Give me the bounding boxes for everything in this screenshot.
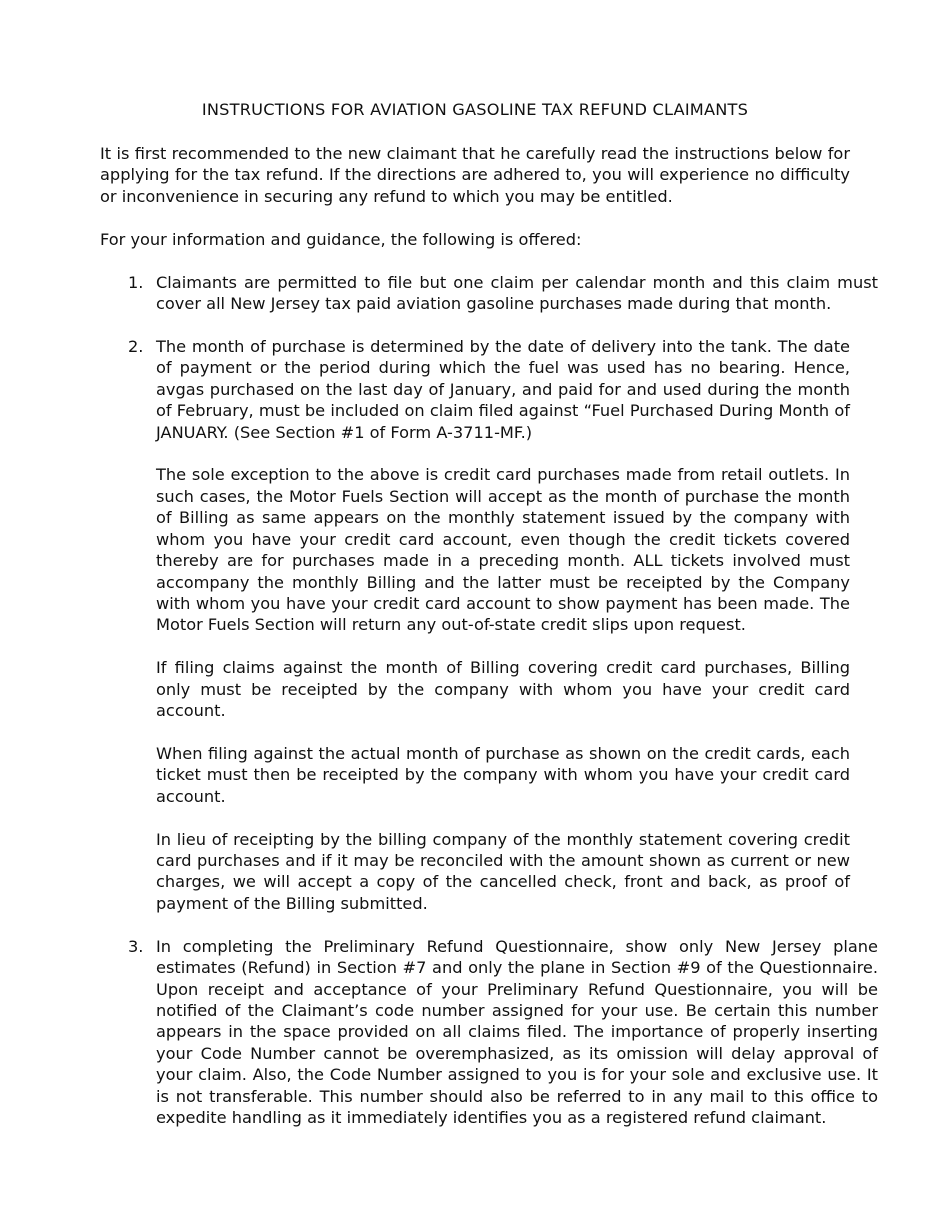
list-item-number: 3. bbox=[128, 936, 144, 956]
list-item bbox=[100, 336, 879, 914]
guidance-paragraph: For your information and guidance, the following is offered: bbox=[100, 229, 582, 249]
list-item-paragraph: If filing claims against the month of Billing covering credit card purchases, Billing only must be receipted by the company with whom you have your credit card account. bbox=[156, 658, 850, 721]
list-item bbox=[100, 936, 879, 1129]
list-item bbox=[100, 272, 879, 315]
document-body bbox=[100, 143, 878, 1150]
document-title: INSTRUCTIONS FOR AVIATION GASOLINE TAX REFUND CLAIMANTS bbox=[201, 100, 749, 119]
list-item-paragraph: In completing the Preliminary Refund Questionnaire, show only New Jersey plane estimates (Refund) in Section #7 and only the plane in Section #9 of the Questionnaire. Upon receipt and acceptance of your Preliminary Refund Questionnaire, you will be notified of the Claimant’s code number assigned for your use. Be certain this number appears in the space provided on all claims filed. The importance of properly inserting your Code Number cannot be overemphasized, as its omission will delay approval of your claim. Also, the Code Number assigned to you is for your sole and exclusive use. It is not transferable. This number should also be referred to in any mail to this office to expedite handling as it immediately identifies you as a registered refund claimant. bbox=[156, 936, 878, 1128]
list-item-paragraph: The month of purchase is determined by the date of delivery into the tank. The date of payment or the period during which the fuel was used has no bearing. Hence, avgas purchased on the last day of January, and paid for and used during the month of February, must be included on claim filed against “Fuel Purchased During Month of JANUARY. (See Section #1 of Form A-3711-MF.) bbox=[156, 336, 850, 442]
list-item-number: 2. bbox=[128, 336, 144, 356]
list-item-number: 1. bbox=[128, 272, 144, 292]
intro-paragraph: It is first recommended to the new claimant that he carefully read the instructions below for applying for the tax refund. If the directions are adhered to, you will experience no difficulty or inconvenience in securing any refund to which you may be entitled. bbox=[100, 144, 850, 206]
list-item-paragraph: Claimants are permitted to file but one claim per calendar month and this claim must cover all New Jersey tax paid aviation gasoline purchases made during that month. bbox=[156, 272, 878, 314]
list-item-paragraph: The sole exception to the above is credit card purchases made from retail outlets. In such cases, the Motor Fuels Section will accept as the month of purchase the month of Billing as same appears on the monthly statement issued by the company with whom you have your credit card account, even though the credit tickets covered thereby are for purchases made in a preceding month. ALL tickets involved must accompany the monthly Billing and the latter must be receipted by the Company with whom you have your credit card account to show payment has been made. The Motor Fuels Section will return any out-of-state credit slips upon request. bbox=[156, 465, 850, 635]
list-item-paragraph: In lieu of receipting by the billing company of the monthly statement covering credit card purchases and if it may be reconciled with the amount shown as current or new charges, we will accept a copy of the cancelled check, front and back, as proof of payment of the Billing submitted. bbox=[156, 829, 850, 913]
list-item-paragraph: When filing against the actual month of purchase as shown on the credit cards, each ticket must then be receipted by the company with whom you have your credit card account. bbox=[156, 743, 850, 806]
instructions-list bbox=[100, 272, 879, 1129]
